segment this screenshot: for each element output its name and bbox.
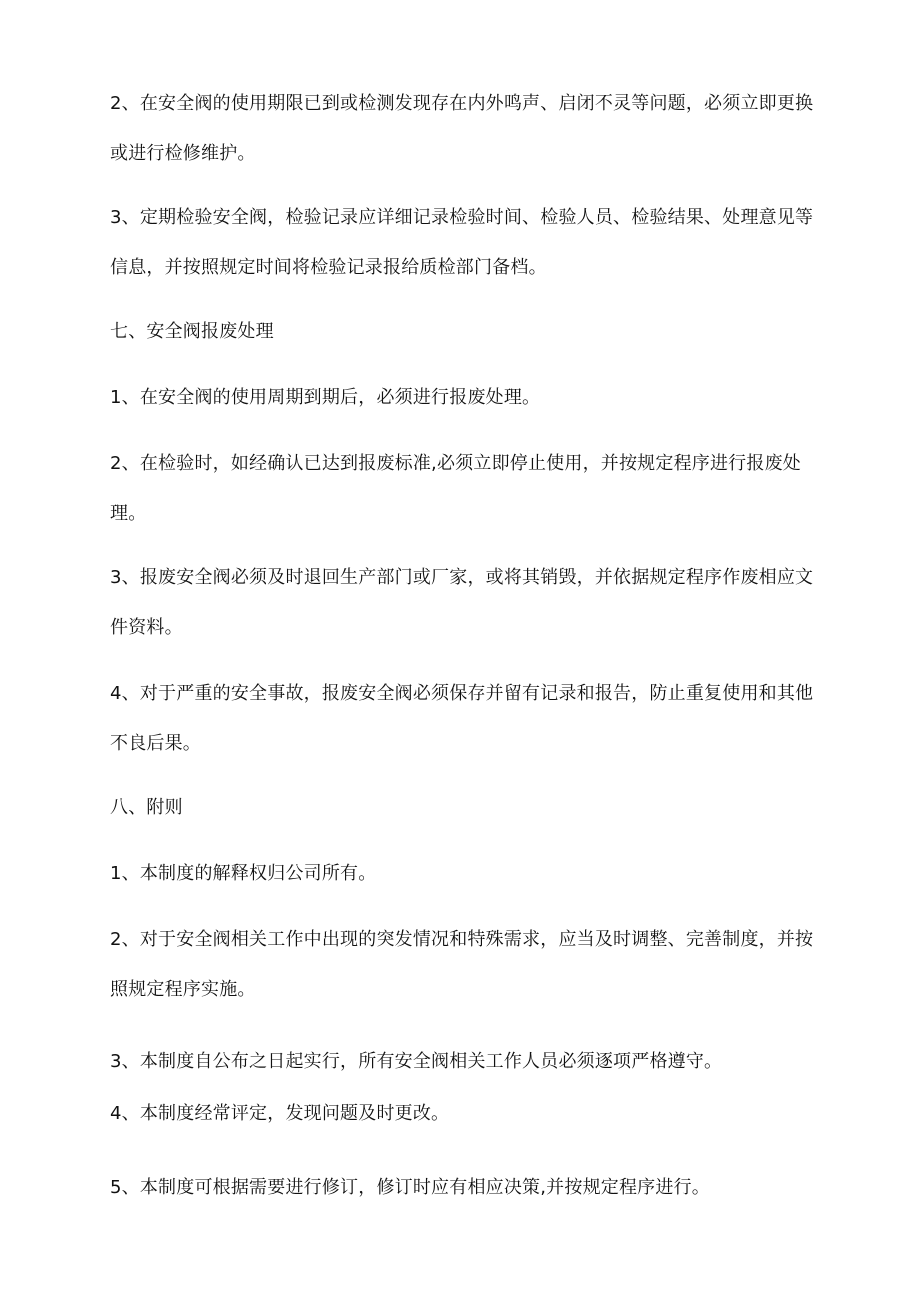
text-line: 理。 bbox=[110, 503, 147, 524]
text-line: 2、在检验时，如经确认已达到报废标准,必须立即停止使用，并按规定程序进行报废处 bbox=[110, 453, 801, 474]
text-line: 件资料。 bbox=[110, 617, 183, 638]
text-line: 4、对于严重的安全事故，报废安全阀必须保存并留有记录和报告，防止重复使用和其他 bbox=[110, 683, 814, 704]
text-line: 1、本制度的解释权归公司所有。 bbox=[110, 863, 377, 884]
text-line: 不良后果。 bbox=[110, 733, 201, 754]
text-line: 或进行检修维护。 bbox=[110, 143, 256, 164]
section-heading: 七、安全阀报废处理 bbox=[110, 321, 274, 342]
text-line: 3、定期检验安全阀，检验记录应详细记录检验时间、检验人员、检验结果、处理意见等 bbox=[110, 207, 814, 228]
text-line: 2、对于安全阀相关工作中出现的突发情况和特殊需求，应当及时调整、完善制度，并按 bbox=[110, 929, 814, 950]
text-line: 5、本制度可根据需要进行修订，修订时应有相应决策,并按规定程序进行。 bbox=[110, 1177, 710, 1198]
text-line: 4、本制度经常评定，发现问题及时更改。 bbox=[110, 1103, 450, 1124]
text-line: 3、报废安全阀必须及时退回生产部门或厂家，或将其销毁，并依据规定程序作废相应文 bbox=[110, 567, 814, 588]
text-line: 1、在安全阀的使用周期到期后，必须进行报废处理。 bbox=[110, 387, 541, 408]
text-line: 2、在安全阀的使用期限已到或检测发现存在内外鸣声、启闭不灵等问题，必须立即更换 bbox=[110, 93, 814, 114]
text-line: 照规定程序实施。 bbox=[110, 979, 256, 1000]
section-heading: 八、附则 bbox=[110, 797, 183, 818]
text-line: 3、本制度自公布之日起实行，所有安全阀相关工作人员必须逐项严格遵守。 bbox=[110, 1051, 723, 1072]
text-line: 信息，并按照规定时间将检验记录报给质检部门备档。 bbox=[110, 257, 547, 278]
